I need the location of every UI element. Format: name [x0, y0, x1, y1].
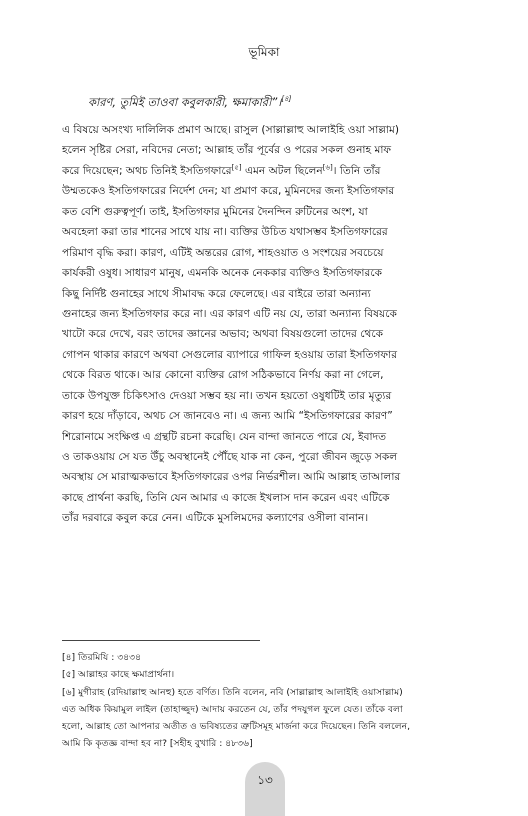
- page-number-tab: [245, 762, 285, 816]
- body-line: হলেন সৃষ্টির সেরা, নবিদের নেতা; আল্লাহ তাঁর পূর্বের ও পরের সকল গুনাহ মাফ: [62, 144, 392, 157]
- body-line: ও তাকওয়ায় সে যত উঁচু অবস্থানেই পৌঁছে যাক না কেন, পুরো জীবন জুড়ে সকল: [62, 451, 398, 463]
- body-line-segment: করে দিয়েছেন; অথচ তিনিই ইসতিগফারে: [62, 164, 232, 177]
- footnote-divider: [62, 640, 260, 641]
- running-header: ভূমিকা: [248, 45, 280, 59]
- quote-text: কারণ, তুমিই তাওবা কবুলকারী, ক্ষমাকারী”।: [88, 95, 282, 109]
- closing-quote: [88, 93, 488, 111]
- body-line: কিছু নির্দিষ্ট গুনাহের সাথে সীমাবদ্ধ করে ফেলেছে। এর বাইরে তারা অন্যান্য: [62, 287, 371, 300]
- quote-footnote-ref: [৪]: [281, 95, 292, 104]
- body-line: কাছে প্রার্থনা করছি, তিনি যেন আমার এ কাজে ইখলাস দান করেন এবং এটিকে: [62, 491, 390, 504]
- footnote-ref: [৬]: [322, 163, 333, 172]
- footnote-line: [৪] তিরমিযি : ৩৪৩৪: [62, 652, 142, 663]
- body-line: গোপন থাকার কারণে অথবা সেগুলোর ব্যাপারে গাফিল হওয়ায় তারা ইসতিগফার: [62, 348, 398, 361]
- body-line: পরিমাণ বৃদ্ধি করা। কারণ, এটিই অন্তরের রোগ, শাহওয়াত ও সংশয়ের সবচেয়ে: [62, 246, 384, 259]
- body-line: তাঁর দরবারে কবুল করে নেন। এটিকে মুসলিমদের কল্যাণের ওসীলা বানান।: [62, 512, 369, 525]
- body-line: কত বেশি গুরুত্বপূর্ণ। তাই, ইসতিগফার মুমিনের দৈনন্দিন রুটিনের অংশ, যা: [62, 205, 368, 218]
- footnote-line: [৫] আল্লাহর কাছে ক্ষমাপ্রার্থনা।: [62, 669, 175, 681]
- body-line: তাকে উপযুক্ত চিকিৎসাও দেওয়া সম্ভব হয় না। তখন হয়তো ওষুধটিই তার মৃত্যুর: [62, 389, 392, 402]
- footnote-line: হলো, আল্লাহ তো আপনার অতীত ও ভবিষ্যতের ত্রুটিসমূহ মার্জনা করে দিয়েছেন। তিনি বললেন,: [62, 721, 411, 733]
- body-line-segment: এমন অটল ছিলেন: [241, 164, 323, 177]
- body-line: শিরোনামে সংক্ষিপ্ত এ গ্রন্থটি রচনা করেছি। যেন বান্দা জানতে পারে যে, ইবাদত: [62, 430, 387, 443]
- body-paragraph: [62, 120, 472, 529]
- page-number: ১৩: [257, 773, 273, 787]
- body-line: এ বিষয়ে অসংখ্য দালিলিক প্রমাণ আছে। রাসুল (সাল্লাল্লাহু আলাইহি ওয়া সাল্লাম): [62, 124, 399, 136]
- body-line: উম্মতকেও ইসতিগফারের নির্দেশ দেন; যা প্রমাণ করে, মুমিনদের জন্য ইসতিগফার: [62, 185, 395, 198]
- body-line: অবস্থায় সে মারাত্মকভাবে ইসতিগফারের ওপর নির্ভরশীল। আমি আল্লাহ তাআলার: [62, 471, 401, 484]
- body-line-segment: । তিনি তাঁর: [332, 164, 381, 177]
- footnote-line: আমি কি কৃতজ্ঞ বান্দা হব না? [সহীহ বুখারি : ৪৮৩৬]: [62, 738, 253, 750]
- footnotes: [62, 649, 472, 753]
- footnote-ref: [৫]: [231, 163, 242, 172]
- body-line: কারণ হয়ে দাঁড়াবে, অথচ সে জানবেও না। এ জন্য আমি “ইসতিগফারের কারণ”: [62, 410, 393, 423]
- body-line: কার্যকরী ওষুধ। সাধারণ মানুষ, এমনকি অনেক নেককার ব্যক্তিও ইসতিগফারকে: [62, 267, 383, 280]
- body-line: খাটো করে দেখে, বরং তাদের জ্ঞানের অভাব; অথবা বিষয়গুলো তাদের থেকে: [62, 328, 384, 341]
- body-line: [62, 161, 472, 181]
- body-line: থেকে বিরত থাকে। আর কোনো ব্যক্তির রোগ সঠিকভাবে নির্ণয় করা না গেলে,: [62, 369, 384, 382]
- body-line: অবহেলা করা তার শানের সাথে যায় না। ব্যক্তির উচিত যথাসম্ভব ইসতিগফারের: [62, 226, 388, 239]
- footnote-line: এত অধিক কিয়ামুল লাইল (তাহাজ্জুদ) আদায় করতেন যে, তাঁর পদযুগল ফুলে যেত। তাঁকে বলা: [62, 703, 403, 715]
- footnote-line: [৬] মুগীরাহ (রদিয়াল্লাহু আনহু) হতে বর্ণিত। তিনি বলেন, নবি (সাল্লাল্লাহু আলাইহি ওয়াসাল্লাম): [62, 686, 403, 698]
- body-line: গুনাহের জন্য ইসতিগফার করে না। এর কারণ এটি নয় যে, তারা অন্যান্য বিষয়কে: [62, 307, 397, 320]
